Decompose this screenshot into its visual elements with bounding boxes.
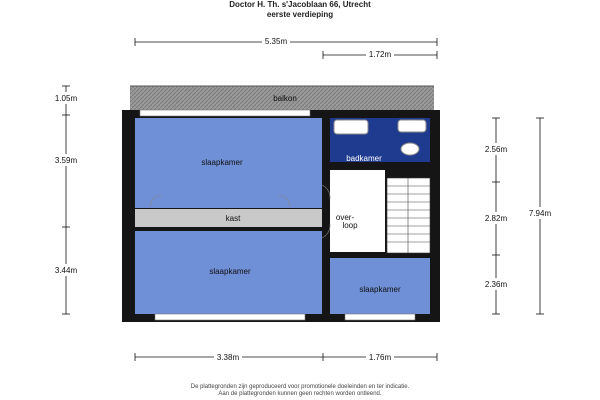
dim-top-right: 1.72m (368, 50, 392, 59)
floor-title: eerste verdieping (266, 10, 334, 19)
dim-bottom-left: 3.38m (216, 353, 240, 362)
address-title: Doctor H. Th. s'Jacoblaan 66, Utrecht (229, 0, 371, 9)
bathroom-label: badkamer (346, 154, 382, 163)
toilet (401, 143, 419, 155)
dim-right-bottom: 2.36m (484, 280, 508, 289)
dim-right-middle: 2.82m (484, 214, 508, 223)
disclaimer-line-1: De plattegronden zijn geproduceerd voor promotionele doeleinden en ter indicatie. (190, 384, 410, 390)
bedroom-top-label: slaapkamer (201, 158, 243, 167)
landing-label-2: loop (342, 221, 358, 230)
closet-label: kast (225, 214, 241, 223)
dim-left-bottom: 3.44m (54, 266, 78, 275)
dim-left-balcony: 1.05m (54, 94, 78, 103)
sink (398, 120, 426, 132)
dim-top-total: 5.35m (264, 37, 288, 46)
dim-bottom-right: 1.76m (368, 353, 392, 362)
bathtub (334, 120, 368, 134)
dim-right-total: 7.94m (528, 209, 552, 218)
bedroom-small-label: slaapkamer (359, 285, 401, 294)
bedroom-bottom-label: slaapkamer (209, 267, 251, 276)
dim-left-top: 3.59m (54, 156, 78, 165)
room-landing (330, 170, 385, 252)
disclaimer-line-2: Aan de plattegronden kunnen geen rechten worden ontleend. (218, 391, 382, 397)
dim-right-top: 2.56m (484, 145, 508, 154)
balcony-label: balkon (273, 94, 297, 103)
landing-label-1: over- (335, 213, 355, 222)
